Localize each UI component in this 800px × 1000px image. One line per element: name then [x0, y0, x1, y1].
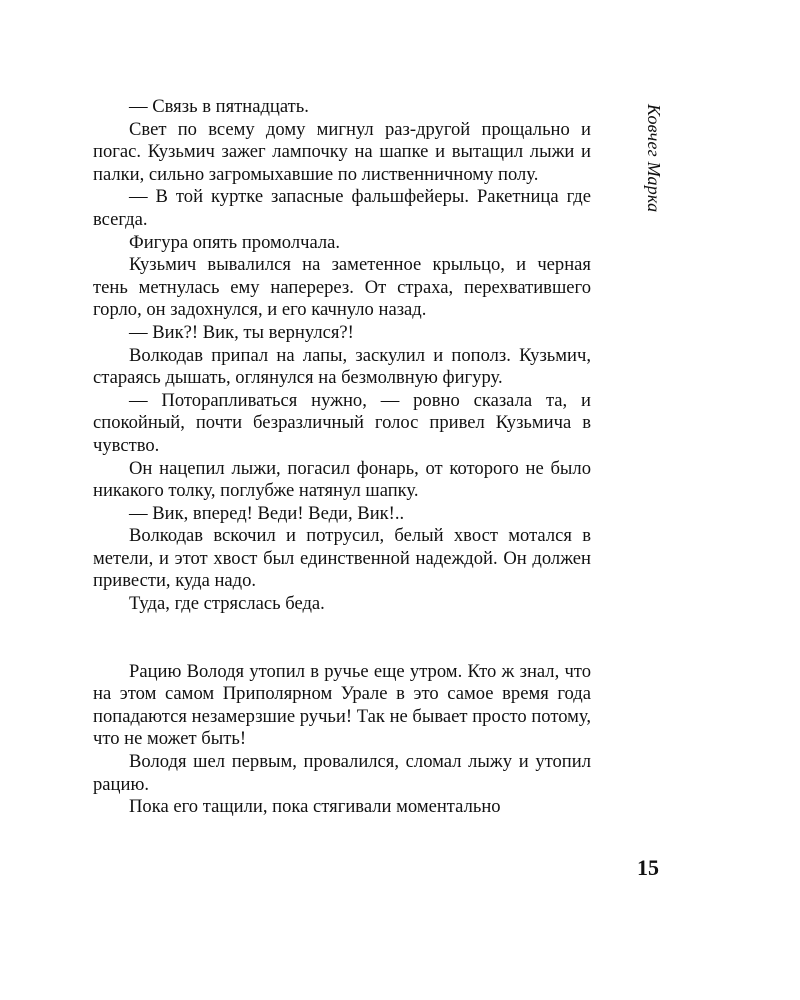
paragraph: Волкодав вскочил и потрусил, белый хвост мотался в метели, и этот хвост был единственной надеждой. Он должен привести, куда надо.	[93, 525, 591, 592]
running-title: Ковчег Марка	[644, 104, 664, 213]
paragraph: — Вик?! Вик, ты вернулся?!	[129, 321, 354, 343]
paragraph: Пока его тащили, пока стягивали моментально	[129, 796, 501, 818]
paragraph: Фигура опять промолчала.	[129, 231, 341, 253]
body-text	[93, 96, 591, 819]
paragraph: — Поторапливаться нужно, — ровно сказала та, и спокойный, почти безразличный голос привел Кузьмича в чувство.	[93, 389, 591, 456]
paragraph: Волкодав припал на лапы, заскулил и пополз. Кузьмич, стараясь дышать, оглянулся на безмолвную фигуру.	[93, 344, 591, 389]
paragraph: — Вик, вперед! Веди! Веди, Вик!..	[129, 502, 405, 524]
paragraph: Туда, где стряслась беда.	[129, 593, 325, 615]
section-break	[93, 616, 591, 661]
paragraph: — Связь в пятнадцать.	[129, 96, 309, 117]
paragraph: Он нацепил лыжи, погасил фонарь, от которого не было никакого толку, поглубже натянул шапку.	[93, 457, 591, 502]
paragraph: Кузьмич вывалился на заметенное крыльцо, и черная тень метнулась ему наперерез. От страха, перехватившего горло, он задохнулся, и его качнуло назад.	[93, 254, 591, 321]
paragraph: Свет по всему дому мигнул раз-другой прощально и погас. Кузьмич зажег лампочку на шапке и вытащил лыжи и палки, сильно загромыхавшие по лиственничному полу.	[93, 118, 591, 185]
paragraph: — В той куртке запасные фальшфейеры. Ракетница где всегда.	[93, 186, 591, 230]
page-number: 15	[637, 855, 659, 880]
paragraph: Рацию Володя утопил в ручье еще утром. Кто ж знал, что на этом самом Приполярном Урале в это самое время года попадаются незамерзшие ручьи! Так не бывает просто потому, что не может быть!	[93, 660, 591, 750]
paragraph: Володя шел первым, провалился, сломал лыжу и утопил рацию.	[93, 751, 591, 795]
